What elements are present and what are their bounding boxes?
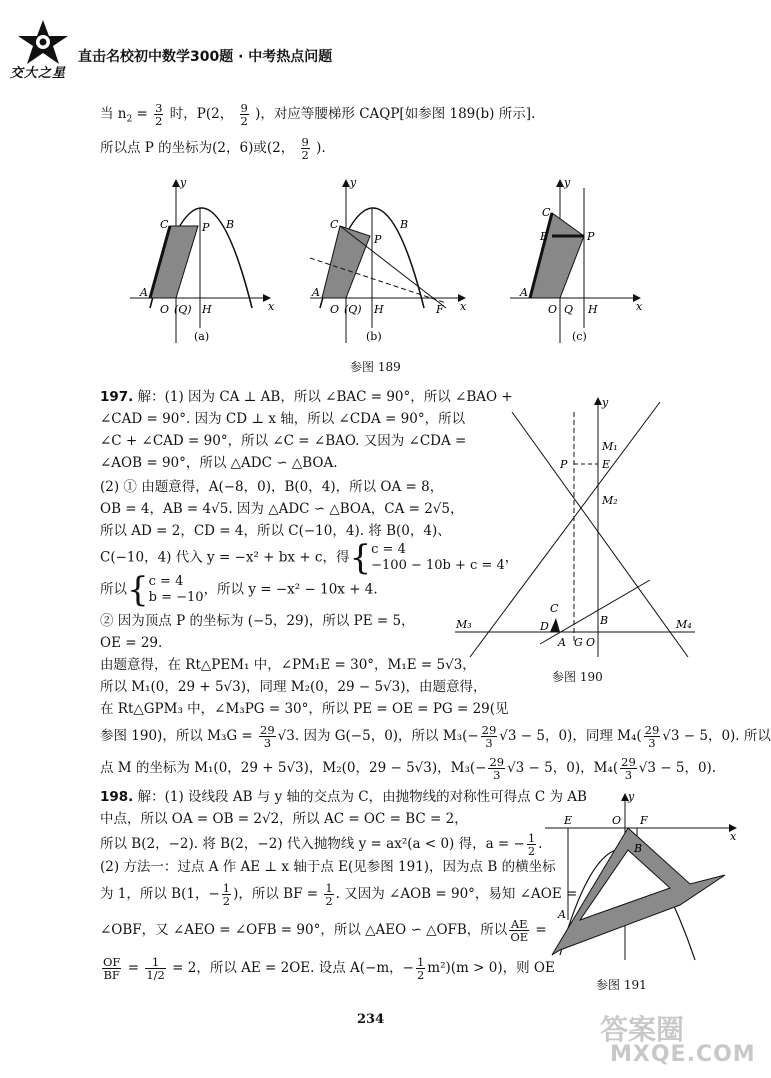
p197-line-4: ∠AOB = 90°，所以 △ADC ∽ △BOA. bbox=[100, 455, 338, 471]
watermark: 答案圈 bbox=[600, 1013, 685, 1046]
watermark-url: MXQE.COM bbox=[610, 1042, 756, 1067]
svg-text:H: H bbox=[374, 303, 384, 316]
svg-text:C: C bbox=[330, 218, 339, 231]
p197-line-3: ∠C + ∠CAD = 90°，所以 ∠C = ∠BAO. 又因为 ∠CDA = bbox=[100, 433, 467, 449]
figure-189c bbox=[510, 176, 643, 343]
svg-text:P: P bbox=[202, 221, 210, 234]
p198-line-6: ∠OBF，又 ∠AEO = ∠OFB = 90°，所以 △AEO ∽ △OFB，所以 $\frac{AE}{OE}$ = bbox=[100, 917, 547, 944]
problem-number: 197. bbox=[100, 389, 134, 405]
svg-text:(b): (b) bbox=[366, 330, 382, 343]
svg-text:E: E bbox=[540, 230, 549, 243]
svg-text:y: y bbox=[350, 176, 357, 189]
svg-text:P: P bbox=[374, 233, 382, 246]
svg-text:O: O bbox=[160, 303, 170, 316]
star-icon bbox=[14, 18, 72, 66]
svg-text:M₄: M₄ bbox=[676, 618, 692, 631]
svg-text:F: F bbox=[640, 814, 648, 827]
svg-text:A: A bbox=[520, 286, 528, 299]
problem-number: 198. bbox=[100, 789, 134, 805]
svg-text:A: A bbox=[140, 286, 148, 299]
svg-text:x: x bbox=[268, 300, 275, 313]
p198-line-7: $\frac{OF}{BF}$ = $\frac{1}{1/2}$ = 2，所以 AE = 2OE. 设点 A(−m，− $\frac{1}{2}$ m²)(m > 0)，则 OE bbox=[103, 955, 555, 982]
page-number: 234 bbox=[357, 1012, 385, 1027]
svg-text:(Q): (Q) bbox=[344, 303, 362, 316]
svg-text:E: E bbox=[564, 814, 573, 827]
p197-line-16: 点 M 的坐标为 M₁(0，29 + 5√3)，M₂(0，29 − 5√3)，M₃(− $\frac{29}{3}$ √3 − 5，0)，M₄( $\frac{29}{3}$ √3 − 5，0). bbox=[100, 755, 717, 782]
svg-text:(c): (c) bbox=[572, 330, 587, 343]
figure-189-caption: 参图 189 bbox=[350, 360, 401, 374]
svg-text:(Q): (Q) bbox=[174, 303, 192, 316]
p197-line-2: ∠CAD = 90°. 因为 CD ⊥ x 轴，所以 ∠CDA = 90°，所以 bbox=[100, 411, 466, 427]
p197-line-9: 所以{c = 4 b = −10，所以 y = −x² − 10x + 4. bbox=[100, 570, 378, 610]
svg-text:H: H bbox=[588, 303, 598, 316]
fraction: $\frac{9}{2}$ bbox=[301, 135, 309, 162]
p197-line-14: 在 Rt△GPM₃ 中，∠M₃PG = 30°，所以 PE = OE = PG = 29(见 bbox=[100, 701, 509, 717]
svg-text:A: A bbox=[312, 286, 320, 299]
svg-text:O: O bbox=[330, 303, 340, 316]
figure-189a bbox=[130, 176, 275, 343]
figure-190-caption: 参图 190 bbox=[552, 670, 603, 684]
fraction: $\frac{3}{2}$ bbox=[155, 101, 163, 128]
svg-text:y: y bbox=[180, 176, 187, 189]
p197-line-11: OE = 29. bbox=[100, 635, 163, 651]
svg-text:B: B bbox=[634, 842, 643, 855]
svg-text:P: P bbox=[587, 230, 595, 243]
p198-line-3: 所以 B(2，−2). 将 B(2，−2) 代入抛物线 y = ax²(a < 0) 得，a = − $\frac{1}{2}$ . bbox=[100, 831, 543, 858]
p198-line-5: 为 1，所以 B(1，− $\frac{1}{2}$ )，所以 BF = $\frac{1}{2}$ . 又因为 ∠AOB = 90°，易知 ∠AOE = bbox=[100, 881, 578, 908]
svg-text:(a): (a) bbox=[194, 330, 210, 343]
p197-line-8: C(−10，4) 代入 y = −x² + bx + c，得{c = 4 −100 − 10b + c = 4， bbox=[100, 538, 519, 578]
fraction: $\frac{9}{2}$ bbox=[240, 101, 248, 128]
p197-line-13: 所以 M₁(0，29 + 5√3)，同理 M₂(0，29 − 5√3)，由题意得， bbox=[100, 679, 487, 695]
svg-text:H: H bbox=[202, 303, 212, 316]
svg-text:D: D bbox=[540, 620, 549, 633]
svg-text:B: B bbox=[226, 218, 235, 231]
svg-text:G: G bbox=[574, 636, 583, 649]
svg-text:C: C bbox=[550, 602, 559, 615]
p197-line-1: 197. 解：(1) 因为 CA ⊥ AB，所以 ∠BAC = 90°，所以 ∠BAO + bbox=[100, 389, 513, 405]
p197-line-5: (2) ① 由题意得，A(−8，0)，B(0，4)，所以 OA = 8， bbox=[100, 479, 444, 495]
svg-text:x: x bbox=[636, 300, 643, 313]
p197-line-6: OB = 4，AB = 4√5. 因为 △ADC ∽ △BOA，CA = 2√5， bbox=[100, 501, 464, 517]
svg-text:E: E bbox=[602, 458, 611, 471]
p198-line-1: 198. 解：(1) 设线段 AB 与 y 轴的交点为 C，由抛物线的对称性可得点 C 为 AB bbox=[100, 789, 587, 805]
figure-189b bbox=[310, 176, 467, 343]
p197-line-7: 所以 AD = 2，CD = 4，所以 C(−10，4). 将 B(0，4)、 bbox=[100, 523, 451, 539]
p197-line-15: 参图 190)，所以 M₃G = $\frac{29}{3}$ √3. 因为 G(−5，0)，所以 M₃(− $\frac{29}{3}$ √3 − 5，0)，同理 M₄( $\frac{29}{3}$ √3 − 5，0). 所以 bbox=[100, 723, 771, 750]
figure-191 bbox=[540, 790, 740, 965]
svg-text:M₂: M₂ bbox=[602, 494, 618, 507]
svg-text:x: x bbox=[460, 300, 467, 313]
p198-line-2: 中点，所以 OA = OB = 2√2，所以 AC = OC = BC = 2， bbox=[100, 811, 468, 827]
svg-text:y: y bbox=[602, 396, 609, 409]
svg-text:y: y bbox=[564, 176, 571, 189]
p197-line-10: ② 因为顶点 P 的坐标为 (−5，29)，所以 PE = 5， bbox=[100, 613, 415, 629]
p198-line-4: (2) 方法一：过点 A 作 AE ⊥ x 轴于点 E(见参图 191)，因为点 B 的横坐标 bbox=[100, 859, 556, 875]
logo-text: 交大之星 bbox=[10, 66, 67, 81]
figure-190 bbox=[450, 392, 700, 662]
p197-line-12: 由题意得，在 Rt△PEM₁ 中，∠PM₁E = 30°，M₁E = 5√3， bbox=[100, 657, 476, 673]
svg-text:M₃: M₃ bbox=[456, 618, 472, 631]
svg-text:A: A bbox=[558, 636, 566, 649]
svg-text:x: x bbox=[730, 830, 737, 843]
svg-text:O: O bbox=[586, 636, 596, 649]
svg-text:Q: Q bbox=[564, 303, 574, 316]
svg-text:A: A bbox=[558, 908, 566, 921]
svg-text:M₁: M₁ bbox=[602, 440, 618, 453]
svg-text:B: B bbox=[600, 614, 609, 627]
svg-text:C: C bbox=[160, 218, 169, 231]
svg-text:y: y bbox=[628, 790, 635, 803]
svg-text:B: B bbox=[400, 218, 409, 231]
figure-191-caption: 参图 191 bbox=[596, 978, 647, 992]
intro-line-1: 当 $n_2$ = $\frac{3}{2}$ 时，P(2， $\frac{9}{2}$ )，对应等腰梯形 CAQP[如参图 189(b) 所示]. bbox=[100, 101, 536, 128]
svg-text:C: C bbox=[542, 206, 551, 219]
svg-text:F: F bbox=[436, 303, 444, 316]
intro-line-2: 所以点 P 的坐标为(2，6)或(2， $\frac{9}{2}$ ). bbox=[100, 135, 326, 162]
figure-189 bbox=[120, 168, 650, 348]
book-title: 直击名校初中数学300题 · 中考热点问题 bbox=[78, 49, 333, 65]
svg-text:O: O bbox=[612, 814, 622, 827]
svg-text:O: O bbox=[548, 303, 558, 316]
svg-text:P: P bbox=[560, 458, 568, 471]
